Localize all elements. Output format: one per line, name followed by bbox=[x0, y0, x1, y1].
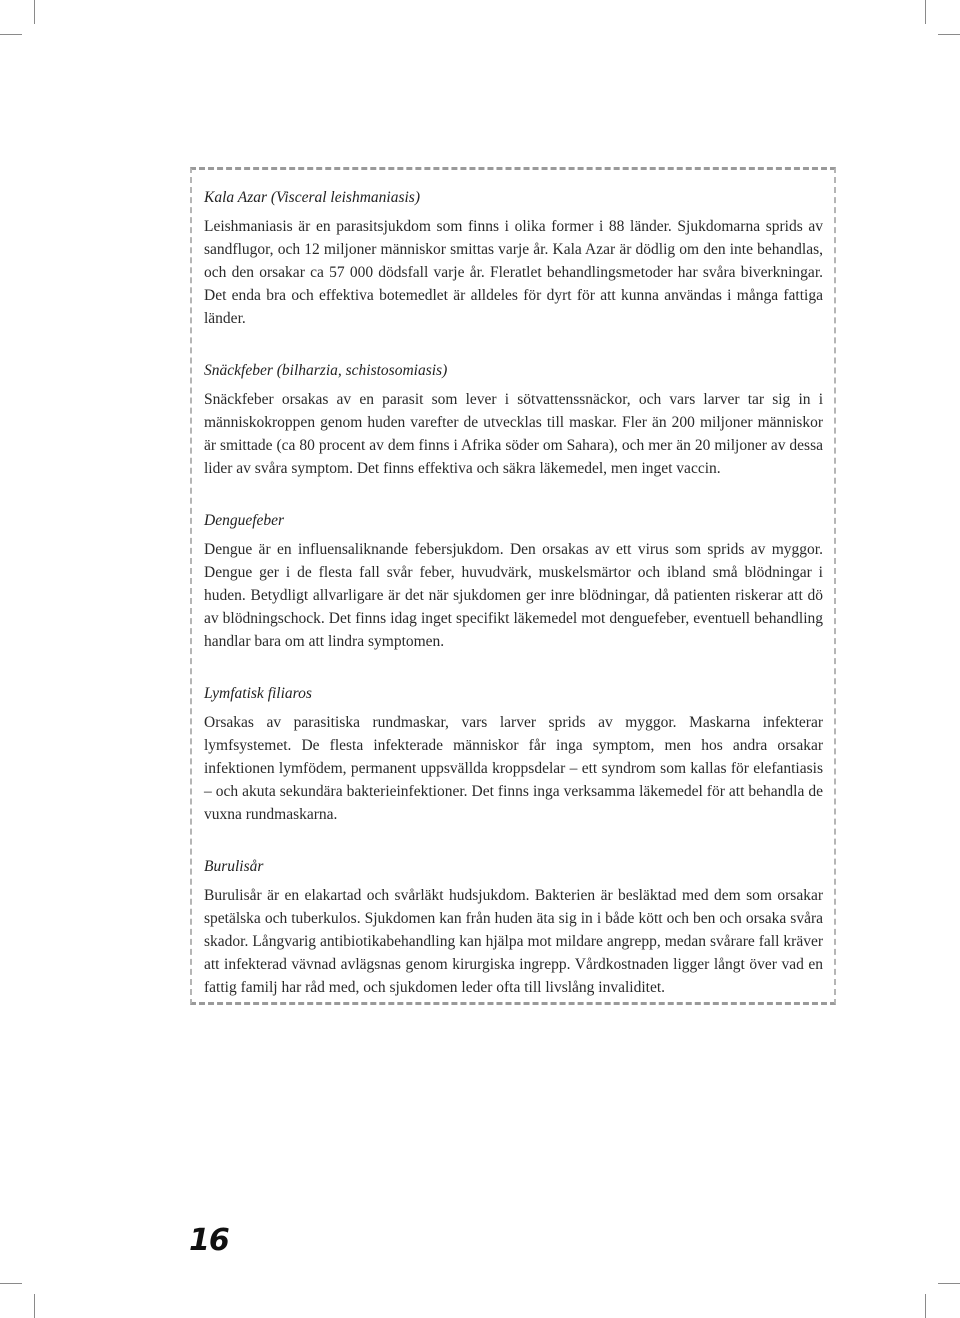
crop-mark bbox=[938, 34, 960, 35]
section-body: Burulisår är en elakartad och svårläkt hudsjukdom. Bakterien är besläktad med dem som orsakar spetälska och tuberkulos. Sjukdomen kan från huden äta sig in i både kött och ben och orsaka svåra skador. Långvarig antibiotikabehandling kan hjälpa mot mildare angrepp, medan svårare fall kräver att infekterad vävnad avlägsnas genom kirurgiska ingrepp. Vårdkostnaden ligger långt över vad en fattig familj har råd med, och sjukdomen leder ofta till livslång invaliditet. bbox=[204, 887, 823, 996]
page-number: 16 bbox=[189, 1223, 229, 1258]
section-heading: Lymfatisk filiaros bbox=[204, 685, 312, 702]
article-box bbox=[190, 167, 836, 1005]
section-body: Dengue är en influensaliknande febersjukdom. Den orsakas av ett virus som sprids av myggor. Dengue ger i de flesta fall svår feber, huvudvärk, muskelsmärtor och ibland små blödningar i huden. Betydligt allvarligare är det när sjukdomen ger inre blödningar, då patienten riskerar att dö av blödningschock. Det finns idag inget specifikt läkemedel mot denguefeber, eventuell behandling handlar bara om att lindra symptomen. bbox=[204, 541, 823, 650]
crop-mark bbox=[925, 1294, 926, 1318]
section-heading: Denguefeber bbox=[204, 512, 285, 529]
section-heading: Snäckfeber (bilharzia, schistosomiasis) bbox=[204, 362, 448, 379]
crop-mark bbox=[925, 0, 926, 24]
crop-mark bbox=[0, 34, 22, 35]
crop-mark bbox=[938, 1283, 960, 1284]
section-burulisar bbox=[204, 856, 823, 999]
section-body: Leishmaniasis är en parasitsjukdom som finns i olika former i 88 länder. Sjukdomarna sprids av sandflugor, och 12 miljoner människor smittas varje år. Kala Azar är dödlig om den inte behandlas, och den orsakar ca 57 000 dödsfall varje år. Fleratlet behandlingsmetoder har svåra biverkningar. Det enda bra och effektiva botemedlet är alldeles för dyrt för att kunna användas i många fattiga länder. bbox=[204, 218, 823, 327]
section-heading: Burulisår bbox=[204, 858, 264, 875]
section-body: Orsakas av parasitiska rundmaskar, vars larver sprids av myggor. Maskarna infekterar lymfsystemet. De flesta infekterade människor får inga symptom, men hos andra orsakar infektionen lymfödem, permanent uppsvällda kroppsdelar – ett syndrom som kallas för elefantiasis – och akuta sekundära bakterieinfektioner. Det finns inga verksamma läkemedel för att behandla de vuxna rundmaskarna. bbox=[204, 714, 823, 823]
section-denguefeber bbox=[204, 510, 823, 653]
section-lymfatisk-filiaros bbox=[204, 683, 823, 826]
crop-mark bbox=[0, 1283, 22, 1284]
section-heading: Kala Azar (Visceral leishmaniasis) bbox=[204, 189, 420, 206]
section-kala-azar bbox=[204, 187, 823, 330]
section-body: Snäckfeber orsakas av en parasit som lever i sötvattenssnäckor, och vars larver tar sig in i människokroppen genom huden varefter de utvecklas till maskar. Fler än 200 miljoner människor är smittade (ca 80 procent av dem finns i Afrika söder om Sahara), och mer än 20 miljoner av dessa lider av svåra symptom. Det finns effektiva och säkra läkemedel, men inget vaccin. bbox=[204, 391, 823, 477]
section-snackfeber bbox=[204, 360, 823, 480]
crop-mark bbox=[34, 1294, 35, 1318]
crop-mark bbox=[34, 0, 35, 24]
